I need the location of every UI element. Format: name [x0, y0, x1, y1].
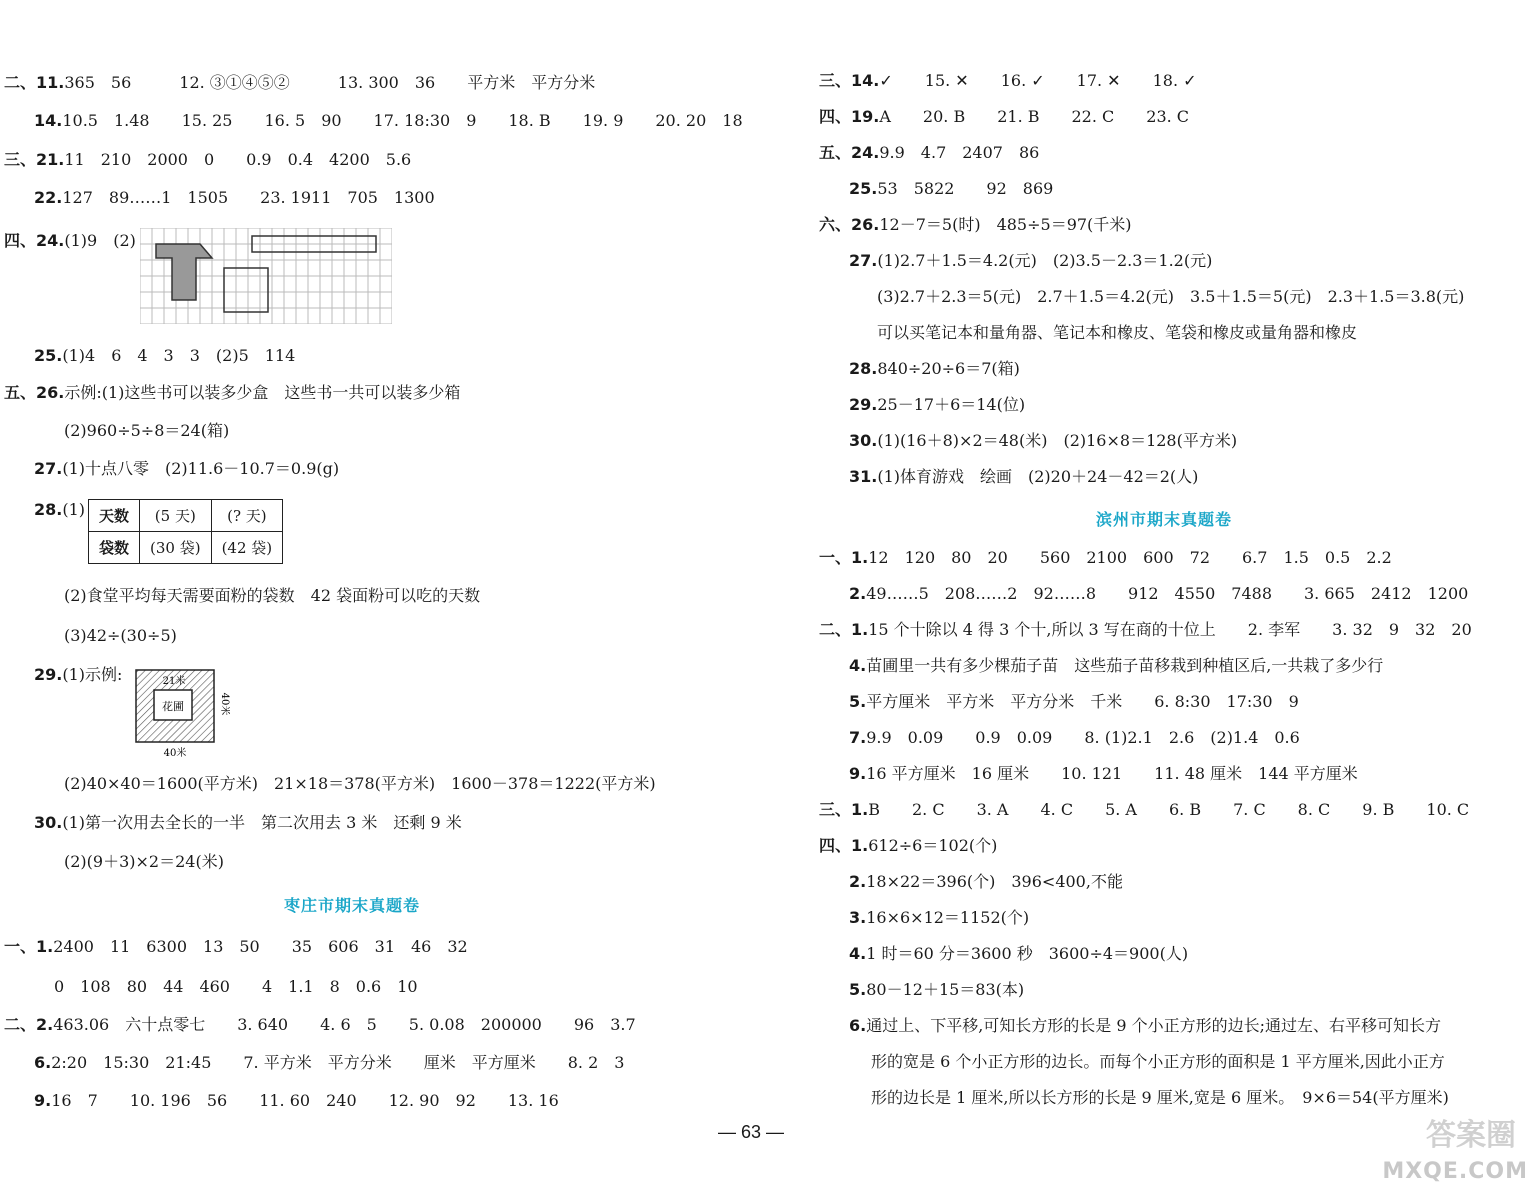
answer-text: (2)960÷5÷8＝24(箱): [64, 421, 230, 440]
answer-text: 9.9 0.09 0.9 0.09 8. (1)2.1 2.6 (2)1.4 0.6: [866, 728, 1300, 747]
answer-text: 16×6×12＝1152(个): [866, 908, 1030, 927]
answer-line: [819, 547, 1392, 569]
answer-text: 840÷20÷6＝7(箱): [877, 359, 1020, 378]
answer-text: B 2. C 3. A 4. C 5. A 6. B 7. C 8. C 9. B 10. C: [868, 800, 1470, 819]
answer-line: [849, 430, 1237, 452]
answer-line: [871, 1051, 1445, 1073]
garden-side-label: 40米: [219, 692, 230, 716]
answer-text: 示例:(1)这些书可以装多少盒 这些书一共可以装多少箱: [64, 383, 461, 402]
answer-text: (1)(16＋8)×2＝48(米) (2)16×8＝128(平方米): [877, 431, 1238, 450]
table-cell: (? 天): [211, 500, 283, 532]
section-heading-binzhou: 滨州市期末真题卷: [1096, 510, 1233, 529]
answer-line: [849, 943, 1188, 965]
garden-center-label: 花圃: [162, 700, 184, 713]
page-number: — 63 —: [718, 1122, 785, 1142]
item-number: 5.: [849, 692, 867, 711]
answer-text: ✓ 15. ✕ 16. ✓ 17. ✕ 18. ✓: [879, 71, 1197, 90]
item-number: 14.: [34, 111, 63, 130]
answer-line: [819, 835, 997, 857]
answer-line: [849, 178, 1053, 200]
answer-text: 80－12＋15＝83(本): [866, 980, 1025, 999]
answer-line: [849, 691, 1299, 713]
watermark-logo: 答案圈: [1426, 1118, 1516, 1153]
item-number: 四、24.: [4, 231, 65, 250]
answer-line: [849, 394, 1025, 416]
answer-line: [54, 976, 418, 998]
answer-line: [849, 466, 1198, 488]
answer-text: (3)2.7＋2.3＝5(元) 2.7＋1.5＝4.2(元) 3.5＋1.5＝5(元) 2.3＋1.5＝3.8(元): [877, 287, 1465, 306]
item-number: 2.: [849, 584, 867, 603]
item-number: 4.: [849, 944, 867, 963]
garden-bottom-label: 40米: [163, 748, 187, 759]
item-number: 二、2.: [4, 1015, 54, 1034]
answer-text: 16 平方厘米 16 厘米 10. 121 11. 48 厘米 144 平方厘米: [866, 764, 1358, 783]
answer-text: 可以买笔记本和量角器、笔记本和橡皮、笔袋和橡皮或量角器和橡皮: [877, 323, 1358, 342]
answer-line: [64, 420, 229, 442]
answer-text: (1)4 6 4 3 3 (2)5 114: [62, 346, 296, 365]
answer-line: [34, 664, 122, 686]
answer-text: 53 5822 92 869: [877, 179, 1054, 198]
answer-line: [34, 187, 435, 209]
answer-line: [849, 727, 1300, 749]
answer-line: [819, 214, 1132, 236]
answer-text: 15 个十除以 4 得 3 个十,所以 3 写在商的十位上 2. 李军 3. 32 9 32 20: [868, 620, 1472, 639]
answer-text: 16 7 10. 196 56 11. 60 240 12. 90 92 13. 16: [51, 1091, 559, 1110]
answer-line: [64, 585, 480, 607]
item-number: 三、14.: [819, 71, 880, 90]
garden-diagram: [130, 664, 230, 764]
answer-line: [34, 345, 295, 367]
answer-line: [819, 106, 1189, 128]
item-number: 28.: [34, 500, 63, 519]
item-number: 31.: [849, 467, 878, 486]
answer-text: 通过上、下平移,可知长方形的长是 9 个小正方形的边长;通过左、右平移可知长方: [866, 1016, 1442, 1035]
answer-text: (1)体育游戏 绘画 (2)20＋24－42＝2(人): [877, 467, 1199, 486]
table-cell: (30 袋): [140, 532, 212, 564]
answer-line: [819, 142, 1039, 164]
answer-text: 12－7＝5(时) 485÷5＝97(千米): [879, 215, 1132, 234]
answer-text: 127 89……1 1505 23. 1911 705 1300: [62, 188, 435, 207]
answer-line: [849, 583, 1468, 605]
item-number: 三、21.: [4, 150, 65, 169]
answer-line: [877, 286, 1464, 308]
table-cell: (42 袋): [211, 532, 283, 564]
answer-text: 形的边长是 1 厘米,所以长方形的长是 9 厘米,宽是 6 厘米。 9×6＝54(平方厘米): [871, 1088, 1449, 1107]
item-number: 2.: [849, 872, 867, 891]
answer-text: 25－17＋6＝14(位): [877, 395, 1026, 414]
answer-line: [4, 230, 136, 252]
answer-line: [849, 907, 1029, 929]
item-number: 27.: [34, 459, 63, 478]
answer-line: [4, 1014, 636, 1036]
item-number: 六、26.: [819, 215, 880, 234]
answer-text: (2)(9＋3)×2＝24(米): [64, 852, 224, 871]
answer-text: 9.9 4.7 2407 86: [879, 143, 1040, 162]
item-number: 30.: [34, 813, 63, 832]
answer-line: [4, 936, 468, 958]
answer-line: [4, 382, 460, 404]
item-number: 25.: [34, 346, 63, 365]
answer-text: (1)9 (2): [64, 231, 136, 250]
item-number: 9.: [849, 764, 867, 783]
answer-text: (3)42÷(30÷5): [64, 626, 177, 645]
table-row: [89, 500, 283, 532]
answer-text: (1)2.7＋1.5＝4.2(元) (2)3.5－2.3＝1.2(元): [877, 251, 1213, 270]
item-number: 四、19.: [819, 107, 880, 126]
answer-text: 1 时＝60 分＝3600 秒 3600÷4＝900(人): [866, 944, 1189, 963]
item-number: 29.: [34, 665, 63, 684]
translation-grid-figure: [140, 228, 392, 324]
answer-line: [64, 773, 656, 795]
item-number: 28.: [849, 359, 878, 378]
table-28: [88, 499, 283, 564]
item-number: 四、1.: [819, 836, 869, 855]
answer-line: [849, 763, 1358, 785]
table-cell: 天数: [89, 500, 140, 532]
item-number: 6.: [849, 1016, 867, 1035]
item-number: 三、1.: [819, 800, 869, 819]
answer-text: 2400 11 6300 13 50 35 606 31 46 32: [53, 937, 468, 956]
item-number: 二、1.: [819, 620, 869, 639]
answer-text: 苗圃里一共有多少棵茄子苗 这些茄子苗移栽到种植区后,一共栽了多少行: [866, 656, 1384, 675]
answer-text: 平方厘米 平方米 平方分米 千米 6. 8:30 17:30 9: [866, 692, 1299, 711]
item-number: 9.: [34, 1091, 52, 1110]
item-number: 29.: [849, 395, 878, 414]
answer-text: 463.06 六十点零七 3. 640 4. 6 5 5. 0.08 200000 96 3.7: [53, 1015, 636, 1034]
answer-line: [64, 851, 224, 873]
answer-text: 365 56 12. ③①④⑤② 13. 300 36 平方米 平方分米: [64, 73, 596, 92]
answer-line: [849, 871, 1123, 893]
answer-line: [34, 458, 339, 480]
answer-text: (1): [62, 500, 86, 519]
answer-line: [819, 619, 1472, 641]
answer-text: 49……5 208……2 92……8 912 4550 7488 3. 665 2412 1200: [866, 584, 1469, 603]
answer-line: [4, 72, 595, 94]
answer-line: [819, 799, 1469, 821]
item-number: 25.: [849, 179, 878, 198]
answer-text: (1)示例:: [62, 665, 123, 684]
table-cell: (5 天): [140, 500, 212, 532]
item-number: 4.: [849, 656, 867, 675]
answer-text: 0 108 80 44 460 4 1.1 8 0.6 10: [54, 977, 418, 996]
answer-text: 612÷6＝102(个): [868, 836, 998, 855]
answer-line: [819, 70, 1197, 92]
answer-line: [34, 110, 743, 132]
watermark-url: MXQE.COM: [1382, 1159, 1528, 1184]
table-row: [89, 532, 283, 564]
answer-line: [849, 655, 1383, 677]
section-heading-zaozhuang: 枣庄市期末真题卷: [284, 896, 421, 915]
answer-line: [64, 625, 177, 647]
item-number: 二、11.: [4, 73, 65, 92]
item-number: 22.: [34, 188, 63, 207]
item-number: 一、1.: [4, 937, 54, 956]
answer-line: [34, 499, 85, 521]
answer-text: 形的宽是 6 个小正方形的边长。而每个小正方形的面积是 1 平方厘米,因此小正方: [871, 1052, 1445, 1071]
answer-line: [871, 1087, 1449, 1109]
item-number: 五、26.: [4, 383, 65, 402]
item-number: 6.: [34, 1053, 52, 1072]
table-cell: 袋数: [89, 532, 140, 564]
answer-text: 12 120 80 20 560 2100 600 72 6.7 1.5 0.5 2.2: [868, 548, 1392, 567]
answer-line: [34, 812, 462, 834]
item-number: 一、1.: [819, 548, 869, 567]
answer-text: (2)40×40＝1600(平方米) 21×18＝378(平方米) 1600－378＝1222(平方米): [64, 774, 656, 793]
answer-text: 11 210 2000 0 0.9 0.4 4200 5.6: [64, 150, 412, 169]
answer-text: (1)十点八零 (2)11.6－10.7＝0.9(g): [62, 459, 340, 478]
item-number: 五、24.: [819, 143, 880, 162]
item-number: 3.: [849, 908, 867, 927]
answer-line: [877, 322, 1357, 344]
answer-line: [34, 1090, 559, 1112]
answer-line: [849, 250, 1212, 272]
item-number: 7.: [849, 728, 867, 747]
answer-line: [849, 358, 1020, 380]
item-number: 27.: [849, 251, 878, 270]
answer-text: (2)食堂平均每天需要面粉的袋数 42 袋面粉可以吃的天数: [64, 586, 481, 605]
answer-text: 18×22＝396(个) 396<400,不能: [866, 872, 1123, 891]
answer-text: (1)第一次用去全长的一半 第二次用去 3 米 还剩 9 米: [62, 813, 462, 832]
answer-line: [849, 1015, 1441, 1037]
answer-line: [849, 979, 1024, 1001]
answer-text: 10.5 1.48 15. 25 16. 5 90 17. 18:30 9 18. B 19. 9 20. 20 18: [62, 111, 743, 130]
answer-text: A 20. B 21. B 22. C 23. C: [879, 107, 1190, 126]
garden-top-label: 21米: [162, 676, 186, 687]
answer-line: [4, 149, 411, 171]
answer-text: 2:20 15:30 21:45 7. 平方米 平方分米 厘米 平方厘米 8. 2 3: [51, 1053, 625, 1072]
item-number: 30.: [849, 431, 878, 450]
answer-line: [34, 1052, 624, 1074]
item-number: 5.: [849, 980, 867, 999]
